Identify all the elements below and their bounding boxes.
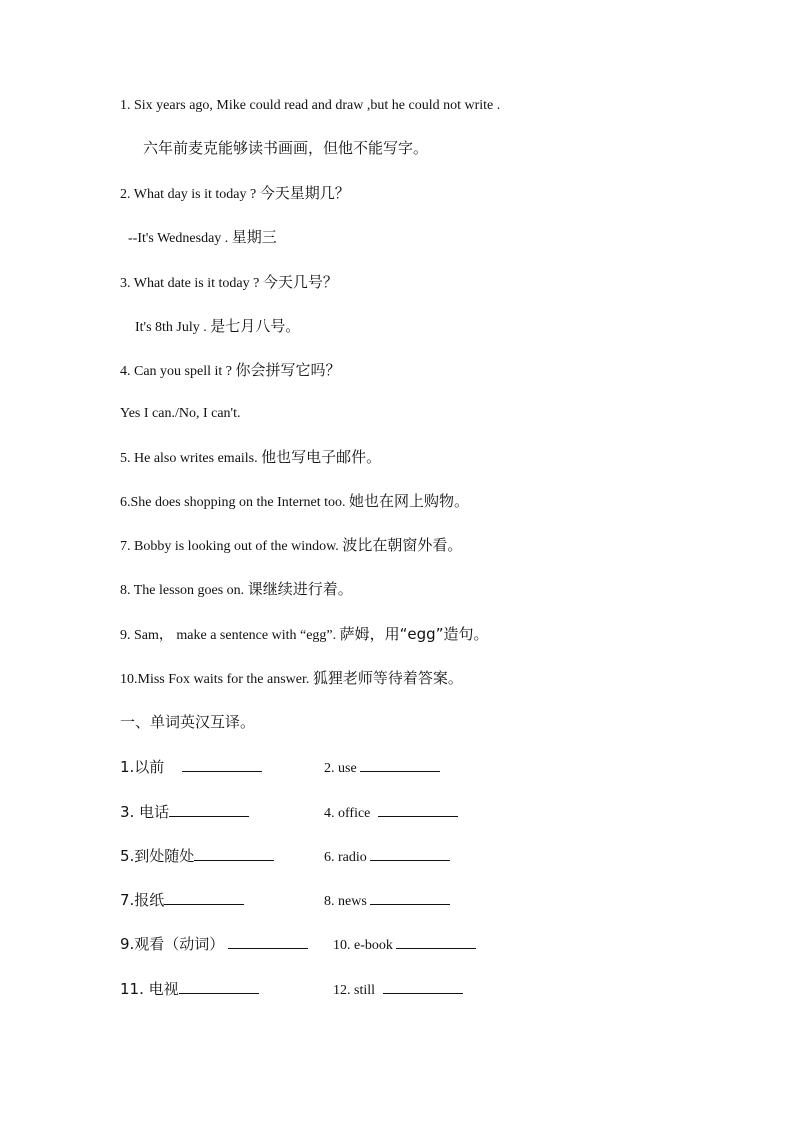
sentence-1-en: 1. Six years ago, Mike could read and draw ,but he could not write . [120,98,501,113]
sentence-9 [120,624,488,646]
sentence-8-zh: 课继续进行着。 [247,580,353,598]
vocab-1-left-label: 1.以前 [120,758,165,776]
vocab-4-left-label: 7.报纸 [120,891,165,909]
vocab-3-left [120,846,274,868]
answer-4 [120,404,240,424]
answer-blank[interactable] [370,846,450,861]
vocab-6-right-label: 12. still [333,983,376,998]
vocab-5-left-label: 9.观看（动词） [120,935,225,953]
answer-blank[interactable] [360,757,440,772]
sentence-6 [120,491,469,513]
answer-blank[interactable] [383,979,463,994]
sentence-5-en: 5. He also writes emails. [120,451,258,466]
answer-blank[interactable] [169,802,249,817]
answer-blank[interactable] [378,802,458,817]
sentence-1-translation [143,138,428,160]
section-title: 一、单词英汉互译。 [120,713,256,731]
sentence-4-zh: 你会拼写它吗？ [235,361,341,379]
answer-blank[interactable] [164,890,244,905]
answer-3-zh: 是七月八号。 [210,317,301,335]
vocab-2-right-label: 4. office [324,806,371,821]
vocab-1-right [324,757,440,779]
sentence-1-zh: 六年前麦克能够读书画画，但他不能写字。 [143,139,429,157]
vocab-3-right [324,846,450,868]
vocab-6-left [120,979,259,1001]
vocab-4-right [324,890,450,912]
sentence-10 [120,668,463,690]
sentence-4 [120,360,341,382]
answer-blank[interactable] [396,934,476,949]
sentence-6-en: 6.She does shopping on the Internet too. [120,495,346,510]
answer-3-en: It's 8th July . [135,320,207,335]
vocab-3-left-label: 5.到处随处 [120,847,195,865]
answer-blank[interactable] [182,757,262,772]
sentence-3-zh: 今天几号？ [262,273,338,291]
sentence-2 [120,183,350,205]
answer-2 [128,227,277,249]
sentence-7-en: 7. Bobby is looking out of the window. [120,539,339,554]
answer-blank[interactable] [370,890,450,905]
answer-2-zh: 星期三 [231,228,277,246]
vocab-1-right-label: 2. use [324,761,357,776]
vocab-5-left [120,934,308,956]
vocab-2-left [120,802,249,824]
vocab-1-left [120,757,262,779]
sentence-3 [120,272,338,294]
answer-blank[interactable] [228,934,308,949]
sentence-8-en: 8. The lesson goes on. [120,583,245,598]
sentence-5 [120,447,381,469]
sentence-5-zh: 他也写电子邮件。 [261,448,382,466]
answer-blank[interactable] [179,979,259,994]
vocab-6-left-label: 11. 电视 [120,980,179,998]
answer-2-en: --It's Wednesday . [128,231,229,246]
sentence-9-en: 9. Sam， make a sentence with “egg”. [120,628,337,643]
sentence-1 [120,96,500,116]
answer-4-en: Yes I can./No, I can't. [120,406,241,421]
vocab-6-right [333,979,463,1001]
vocab-2-left-label: 3. 电话 [120,803,170,821]
sentence-8 [120,579,353,601]
answer-blank[interactable] [194,846,274,861]
sentence-3-en: 3. What date is it today ? [120,276,260,291]
sentence-9-zh: 萨姆，用“egg”造句。 [339,625,489,643]
sentence-7-zh: 波比在朝窗外看。 [342,536,463,554]
sentence-10-zh: 狐狸老师等待着答案。 [312,669,463,687]
sentence-6-zh: 她也在网上购物。 [349,492,470,510]
answer-3 [135,316,300,338]
vocab-4-left [120,890,244,912]
vocab-2-right [324,802,458,824]
sentence-10-en: 10.Miss Fox waits for the answer. [120,672,310,687]
vocab-5-right [333,934,476,956]
sentence-2-en: 2. What day is it today ? [120,187,257,202]
vocab-3-right-label: 6. radio [324,850,367,865]
vocab-4-right-label: 8. news [324,894,367,909]
sentence-2-zh: 今天星期几？ [259,184,350,202]
vocab-5-right-label: 10. e-book [333,938,393,953]
sentence-7 [120,535,462,557]
sentence-4-en: 4. Can you spell it ? [120,364,232,379]
